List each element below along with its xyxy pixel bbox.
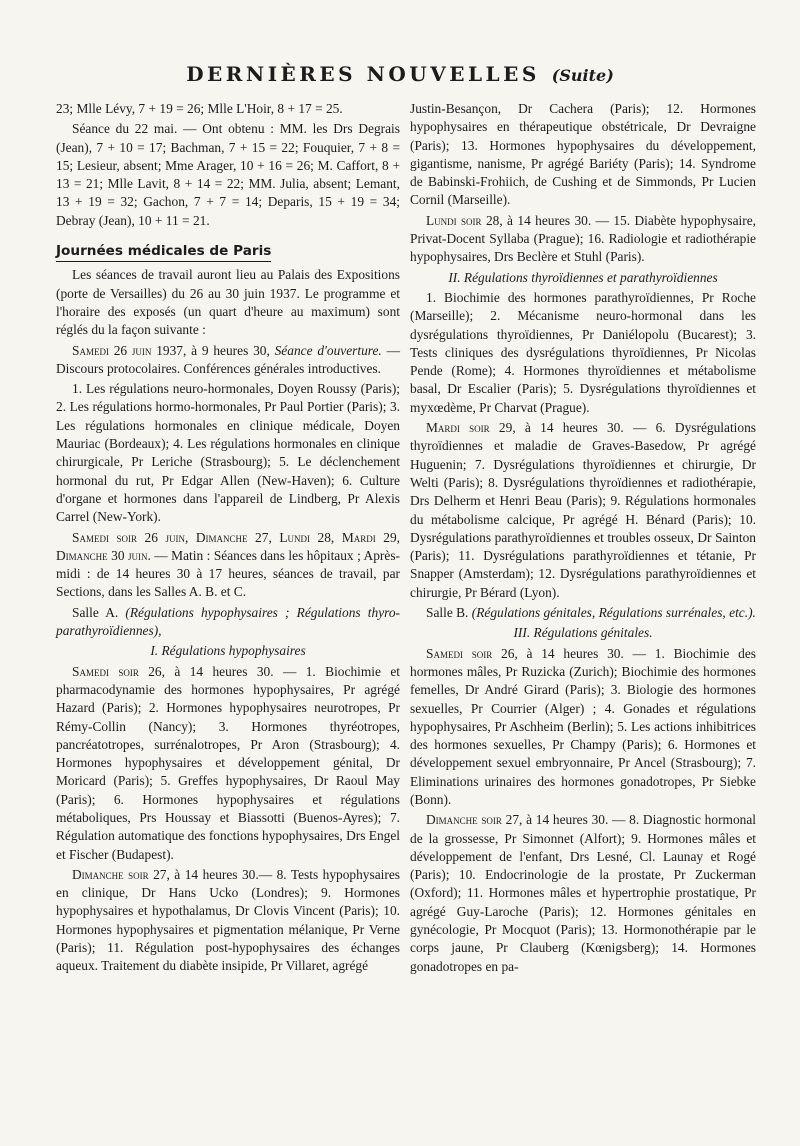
italic-text: (Régulations hypophysaires ; Régulations thyro-parathyroïdiennes), bbox=[56, 604, 400, 639]
text: 28, à 14 heures 30. — 15. Diabète hypophysaire, Privat-Docent Syllaba (Prague); 16. Radiologie et radiothérapie hypophysaires, Drs Beclère et Stuhl (Paris). bbox=[410, 212, 756, 265]
text: 26, à 14 heures 30. — 1. Biochimie et pharmacodynamie des hormones hypophysaires, Pr agrégé Hazard (Paris); 2. Hormones hypophysaires neurotropes, Pr Rémy-Collin (Nancy); 3. Hormones thyréotropes, pancréatotropes, surrénalotropes, Pr Aron (Strasbourg); 4. Hormones hypophysaires et développement génital, Dr Moricard (Paris); 5. Greffes hypophysaires, Dr Raoul May (Paris); 6. Hormones hypophysaires et régulations métaboliques, Prs Houssay et Biassotti (Buenos-Ayres); 7. Régulation automatique des fonctions hypophysaires, Drs Engel et Fischer (Budapest). bbox=[56, 663, 400, 862]
date-lead: Dimanche soir bbox=[72, 866, 149, 882]
paragraph bbox=[410, 419, 756, 602]
date-lead: Dimanche soir bbox=[426, 812, 502, 828]
text: Salle A. bbox=[72, 604, 126, 620]
text: 26, à 14 heures 30. — 1. Biochimie des hormones mâles, Pr Ruzicka (Zurich); Biochimie des hormones femelles, Dr André Girard (Paris); 3. Biologie des hormones sexuelles, Pr Courrier (Alger) ; 4. Gonades et régulations hypophysaires, Pr Aschheim (Berlin); 5. Les actions inhibitrices des hormones sexuelles, Pr Champy (Paris); 6. Hormones et développement sexuel embryonnaire, Pr Ancel (Strasbourg); 7. Eliminations urinaires des hormones gonadotropes, Pr Siebke (Bonn). bbox=[410, 645, 757, 807]
page-header bbox=[0, 62, 800, 86]
sub-heading: II. Régulations thyroïdiennes et parathyroïdiennes bbox=[448, 269, 718, 285]
paragraph: 23; Mlle Lévy, 7 + 19 = 26; Mlle L'Hoir, 8 + 17 = 25. bbox=[56, 101, 343, 116]
paragraph: 1. Les régulations neuro-hormonales, Doyen Roussy (Paris); 2. Les régulations hormo-hormonales, Pr Paul Portier (Paris); 3. Les régulations hormonales en clinique médicale, Doyen Mauriac (Bordeaux); 4. Les régulations hormonales en clinique chirurgicale, Pr Leriche (Strasbourg); 5. Le déclenchement hormonal du rut, Pr Edgar Allen (New-Haven); 6. Culture d'organe et hormones dans l'appareil de Lindberg, Pr Alexis Carrel (New-York). bbox=[56, 381, 400, 525]
paragraph bbox=[56, 663, 400, 864]
text: , à 9 heures 30, bbox=[182, 342, 275, 358]
date-lead: Samedi soir bbox=[72, 663, 139, 679]
paragraph bbox=[410, 604, 756, 622]
section-title: Journées médicales de Paris bbox=[56, 242, 271, 262]
date-lead: Samedi soir 26 juin, Dimanche 27, Lundi 28, Mardi 29, Dimanche 30 juin. bbox=[56, 529, 400, 563]
date-lead: Samedi 26 juin 1937 bbox=[72, 342, 183, 358]
date-lead: Mardi soir bbox=[426, 420, 490, 436]
paragraph bbox=[56, 604, 400, 641]
paragraph: Justin-Besançon, Dr Cachera (Paris); 12. Hormones hypophysaires en thérapeutique obstétricale, Dr Devraigne (Paris); 13. Hormones hypophysaires du développement, gigantisme, nanisme, Pr agrégé Bariéty (Paris); 14. Syndrome de Babinski-Frohiich, de Cushing et de Simmonds, Pr Lucien Cornil (Marseille). bbox=[410, 101, 756, 208]
paragraph: 1. Biochimie des hormones parathyroïdiennes, Pr Roche (Marseille); 2. Mécanisme neuro-hormonal dans les dysrégulations thyroïdiennes, Pr Daniélopolu (Bucarest); 3. Tests cliniques des dysrégulations thyroïdiennes, Pr Nicolas Pende (Rome); 4. Hormones thyroïdiennes et métabolisme basal, Dr Escalier (Paris); 5. Dysrégulations thyroïdiennes et myxœdème, Pr Charvat (Prague). bbox=[410, 289, 756, 415]
italic-text: (Régulations génitales, Régulations surrénales, etc.). bbox=[471, 605, 756, 621]
paragraph bbox=[410, 811, 756, 976]
paragraph: Les séances de travail auront lieu au Palais des Expositions (porte de Versailles) du 26 au 30 juin 1937. Le programme et l'horaire des exposés (un quart d'heure au maximum) sont réglés du la façon suivante : bbox=[56, 267, 400, 338]
paragraph bbox=[410, 645, 756, 810]
paragraph bbox=[56, 342, 400, 379]
date-lead: Samedi soir bbox=[426, 645, 493, 661]
paragraph bbox=[410, 212, 756, 267]
text: 29, à 14 heures 30. — 6. Dysrégulations thyroïdiennes et maladie de Graves-Basedow, Pr agrégé Huguenin; 7. Dysrégulations thyroïdiennes et chirurgie, Dr Welti (Paris); 8. Dysrégulations thyroïdiennes et radiothérapie, Drs Delherm et Henri Beau (Paris); 9. Régulations hormonales du métabolisme calcique, Pr agrégé H. Bénard (Paris); 10. Dysrégulations parathyroïdiennes et troubles osseux, Dr Sainton (Paris); 11. Dysrégulations parathyroïdiennes et tétanie, Pr Snapper (Amsterdam); 12. Dysrégulations parathyroïdiennes et chirurgie, Pr Bérard (Lyon). bbox=[410, 420, 756, 600]
left-column bbox=[56, 100, 400, 978]
text: Salle B. bbox=[426, 605, 472, 621]
header-title: DERNIÈRES NOUVELLES bbox=[186, 62, 540, 86]
paragraph bbox=[56, 866, 400, 976]
italic-text: Séance d'ouverture. bbox=[274, 342, 382, 358]
text: 27, à 14 heures 30. — 8. Diagnostic hormonal de la grossesse, Pr Simonnet (Alfort); 9. Hormones mâles et développement de l'enfant, Drs Lesné, Cl. Launay et Rogé (Paris); 10. Endocrinologie de la prostate, Pr Zuckerman (Oxford); 11. Hormones mâles et hypertrophie prostatique, Pr agrégé Guy-Laroche (Paris); 12. Hormones génitales en gynécologie, Pr Mocquot (Paris); 13. Hormonothérapie par le corps jaune, Pr Clauberg (Kœnigsberg); 14. Hormones gonadotropes en pa- bbox=[410, 812, 756, 974]
right-column bbox=[410, 100, 756, 978]
header-suite: (Suite) bbox=[551, 66, 614, 85]
paragraph: Séance du 22 mai. — Ont obtenu : MM. les Drs Degrais (Jean), 7 + 10 = 17; Bachman, 7 + 15 = 22; Fouquier, 7 + 8 = 15; Lesieur, absent; Mme Arager, 10 + 16 = 26; M. Caffort, 8 + 13 = 21; Mlle Lavit, 8 + 14 = 22; MM. Julia, absent; Lemant, 13 + 19 = 32; Gachon, 7 + 7 = 14; Deparis, 15 + 19 = 34; Debray (Jean), 10 + 11 = 21. bbox=[56, 121, 400, 228]
text: 27, à 14 heures 30.— 8. Tests hypophysaires en clinique, Dr Hans Ucko (Londres); 9. Hormones hypophysaires et hypothalamus, Dr Clovis Vincent (Paris); 10. Hormones hypophysaires et pigmentation mélanique, Pr Verne (Paris); 11. Régulation post-hypophysaires des échanges aqueux. Traitement du diabète insipide, Pr Villaret, agrégé bbox=[56, 866, 400, 974]
sub-heading: I. Régulations hypophysaires bbox=[150, 643, 306, 659]
paragraph bbox=[56, 529, 400, 602]
sub-heading: III. Régulations génitales. bbox=[513, 625, 653, 641]
text: — Matin : Séances dans les hôpitaux ; Après-midi : de 14 heures 30 à 17 heures, séances de travail, par Sections, dans les Salles A. B. et C. bbox=[56, 547, 400, 600]
date-lead: Lundi soir bbox=[426, 212, 482, 228]
text: — Discours protocolaires. Conférences générales introductives. bbox=[56, 342, 400, 376]
